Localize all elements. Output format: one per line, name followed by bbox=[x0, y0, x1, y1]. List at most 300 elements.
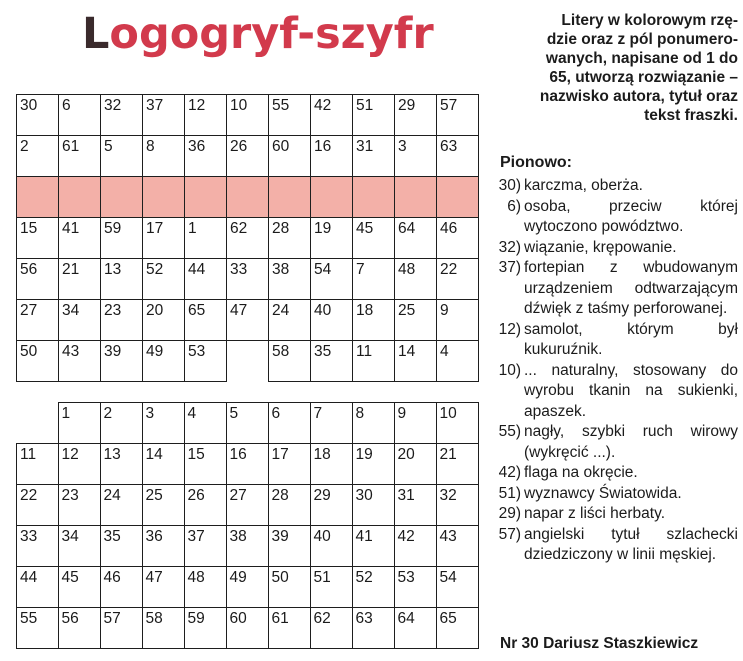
instructions bbox=[484, 11, 738, 125]
clue-number: 37) bbox=[498, 259, 521, 276]
cell-number: 56 bbox=[20, 261, 38, 278]
cell-number: 24 bbox=[272, 302, 290, 319]
cell-number: 44 bbox=[20, 569, 38, 586]
cell-number: 51 bbox=[356, 97, 374, 114]
grid-cell[interactable] bbox=[226, 485, 268, 526]
grid-cell[interactable] bbox=[269, 341, 311, 382]
grid-cell[interactable] bbox=[100, 526, 142, 567]
grid-cell[interactable] bbox=[437, 95, 479, 136]
cell-number: 2 bbox=[103, 405, 113, 422]
grid-cell[interactable] bbox=[185, 95, 227, 136]
cell-number: 45 bbox=[356, 220, 374, 237]
logogryph-grid bbox=[16, 94, 479, 382]
grid-cell[interactable] bbox=[101, 300, 143, 341]
grid-cell[interactable] bbox=[227, 300, 269, 341]
grid-cell[interactable] bbox=[59, 341, 101, 382]
cell-number: 38 bbox=[229, 528, 247, 545]
highlighted-cell[interactable] bbox=[227, 177, 269, 218]
cell-number: 8 bbox=[146, 138, 155, 155]
cell-number: 57 bbox=[440, 97, 458, 114]
grid-cell[interactable] bbox=[310, 608, 352, 649]
cell-number: 41 bbox=[355, 528, 373, 545]
grid-cell[interactable] bbox=[58, 567, 100, 608]
clue-item bbox=[497, 258, 738, 320]
cell-number: 48 bbox=[398, 261, 416, 278]
cell-number: 29 bbox=[313, 487, 331, 504]
grid-cell[interactable] bbox=[143, 259, 185, 300]
grid-cell[interactable] bbox=[395, 136, 437, 177]
grid-cell[interactable] bbox=[226, 403, 268, 444]
grid-cell[interactable] bbox=[227, 136, 269, 177]
clue-item bbox=[497, 525, 738, 566]
grid-cell[interactable] bbox=[185, 218, 227, 259]
puzzle-title bbox=[82, 6, 434, 62]
grid-cell[interactable] bbox=[100, 608, 142, 649]
grid-row bbox=[17, 567, 479, 608]
grid-cell[interactable] bbox=[268, 485, 310, 526]
instruction-line: dzie oraz z pól ponumero- bbox=[546, 31, 738, 48]
clue-text: napar z liści herbaty. bbox=[524, 505, 665, 522]
grid-cell[interactable] bbox=[100, 444, 142, 485]
cell-number: 5 bbox=[229, 405, 239, 422]
highlighted-cell[interactable] bbox=[395, 177, 437, 218]
cell-number: 10 bbox=[230, 97, 248, 114]
cell-number: 17 bbox=[271, 446, 289, 463]
cell-number: 55 bbox=[272, 97, 290, 114]
cell-number: 27 bbox=[20, 302, 38, 319]
cell-number: 47 bbox=[230, 302, 248, 319]
grid-cell[interactable] bbox=[58, 403, 100, 444]
grid-cell[interactable] bbox=[310, 567, 352, 608]
cell-number: 65 bbox=[439, 610, 457, 627]
grid-cell[interactable] bbox=[311, 341, 353, 382]
grid-cell[interactable] bbox=[17, 341, 59, 382]
cell-number: 30 bbox=[355, 487, 373, 504]
clue-item bbox=[497, 422, 738, 463]
grid-cell[interactable] bbox=[142, 444, 184, 485]
cell-number: 4 bbox=[440, 343, 449, 360]
grid-cell[interactable] bbox=[352, 526, 394, 567]
cell-number: 62 bbox=[313, 610, 331, 627]
cell-number: 54 bbox=[314, 261, 332, 278]
grid-cell[interactable] bbox=[17, 259, 59, 300]
cell-number: 52 bbox=[146, 261, 164, 278]
grid-cell[interactable] bbox=[184, 444, 226, 485]
grid-row bbox=[17, 177, 479, 218]
cell-number: 45 bbox=[61, 569, 79, 586]
cell-number: 11 bbox=[356, 343, 373, 360]
grid-cell[interactable] bbox=[142, 485, 184, 526]
cell-number: 53 bbox=[397, 569, 415, 586]
cell-number: 14 bbox=[145, 446, 163, 463]
grid-cell[interactable] bbox=[269, 95, 311, 136]
clue-number: 12) bbox=[498, 320, 521, 338]
cell-number: 62 bbox=[230, 220, 248, 237]
cell-number: 61 bbox=[62, 138, 80, 155]
cell-number: 8 bbox=[355, 405, 365, 422]
cell-number: 28 bbox=[271, 487, 289, 504]
clue-text: fortepian z wbudowanym urządzeniem odtwarzającym dźwięk z taśmy perforowanej. bbox=[524, 259, 738, 317]
grid-row bbox=[17, 95, 479, 136]
grid-row bbox=[17, 444, 479, 485]
clue-text: karczma, oberża. bbox=[524, 177, 643, 194]
cell-number: 6 bbox=[271, 405, 281, 422]
grid-cell[interactable] bbox=[310, 485, 352, 526]
clue-text: osoba, przeciw której wytoczono powództwo. bbox=[524, 197, 738, 235]
cell-number: 64 bbox=[398, 220, 416, 237]
grid-cell[interactable] bbox=[142, 526, 184, 567]
grid-cell[interactable] bbox=[268, 526, 310, 567]
grid-row bbox=[17, 300, 479, 341]
cell-number: 44 bbox=[188, 261, 206, 278]
highlighted-cell[interactable] bbox=[311, 177, 353, 218]
clue-number: 10) bbox=[498, 361, 521, 379]
grid-cell[interactable] bbox=[17, 95, 59, 136]
grid-cell[interactable] bbox=[227, 218, 269, 259]
grid-cell[interactable] bbox=[58, 608, 100, 649]
grid-cell[interactable] bbox=[100, 403, 142, 444]
grid-cell[interactable] bbox=[184, 608, 226, 649]
cell-number: 52 bbox=[355, 569, 373, 586]
grid-cell[interactable] bbox=[394, 444, 436, 485]
highlighted-cell[interactable] bbox=[437, 177, 479, 218]
grid-cell[interactable] bbox=[437, 341, 479, 382]
grid-cell[interactable] bbox=[185, 341, 227, 382]
cell-number: 7 bbox=[313, 405, 323, 422]
grid-cell[interactable] bbox=[58, 444, 100, 485]
cell-number: 34 bbox=[61, 528, 79, 545]
cell-number: 41 bbox=[62, 220, 80, 237]
grid-cell[interactable] bbox=[353, 300, 395, 341]
cell-number: 4 bbox=[187, 405, 197, 422]
cell-number: 25 bbox=[145, 487, 163, 504]
grid-cell[interactable] bbox=[17, 485, 59, 526]
cell-number: 31 bbox=[397, 487, 415, 504]
grid-cell[interactable] bbox=[269, 300, 311, 341]
grid-cell[interactable] bbox=[143, 341, 185, 382]
cell-number: 6 bbox=[62, 97, 71, 114]
clue-number: 51) bbox=[498, 484, 521, 502]
grid-cell[interactable] bbox=[185, 136, 227, 177]
grid-cell[interactable] bbox=[226, 444, 268, 485]
grid-cell[interactable] bbox=[269, 259, 311, 300]
grid-cell[interactable] bbox=[142, 608, 184, 649]
cell-number: 19 bbox=[355, 446, 373, 463]
cell-number: 9 bbox=[440, 302, 449, 319]
grid-row bbox=[17, 608, 479, 649]
grid-cell[interactable] bbox=[268, 567, 310, 608]
grid-cell[interactable] bbox=[101, 341, 143, 382]
grid-cell[interactable] bbox=[269, 136, 311, 177]
grid-cell[interactable] bbox=[268, 444, 310, 485]
grid-cell[interactable] bbox=[59, 136, 101, 177]
grid-cell[interactable] bbox=[436, 444, 478, 485]
cell-number: 31 bbox=[356, 138, 374, 155]
grid-cell[interactable] bbox=[58, 485, 100, 526]
cell-number: 49 bbox=[229, 569, 247, 586]
grid-cell[interactable] bbox=[436, 567, 478, 608]
clue-number: 30) bbox=[498, 177, 521, 194]
grid-cell[interactable] bbox=[184, 526, 226, 567]
grid-cell[interactable] bbox=[353, 341, 395, 382]
cell-number: 13 bbox=[104, 261, 122, 278]
clue-item bbox=[497, 484, 738, 505]
grid-cell[interactable] bbox=[143, 136, 185, 177]
grid-cell[interactable] bbox=[185, 300, 227, 341]
grid-cell[interactable] bbox=[311, 136, 353, 177]
grid-cell[interactable] bbox=[58, 526, 100, 567]
cell-number: 50 bbox=[20, 343, 38, 360]
cell-number: 60 bbox=[272, 138, 290, 155]
cell-number: 48 bbox=[187, 569, 205, 586]
grid-cell[interactable] bbox=[142, 567, 184, 608]
grid-cell[interactable] bbox=[143, 95, 185, 136]
grid-row bbox=[17, 136, 479, 177]
cell-number: 28 bbox=[272, 220, 290, 237]
grid-cell[interactable] bbox=[394, 403, 436, 444]
grid-cell[interactable] bbox=[394, 608, 436, 649]
grid-cell[interactable] bbox=[143, 300, 185, 341]
grid-cell[interactable] bbox=[17, 567, 59, 608]
grid-cell[interactable] bbox=[227, 95, 269, 136]
grid-cell[interactable] bbox=[395, 95, 437, 136]
grid-cell[interactable] bbox=[59, 259, 101, 300]
instruction-line: nazwisko autora, tytuł oraz bbox=[539, 88, 738, 105]
grid-cell[interactable] bbox=[352, 403, 394, 444]
clue-text: flaga na okręcie. bbox=[524, 464, 638, 481]
instruction-line: wanych, napisane od 1 do bbox=[545, 50, 738, 67]
grid-cell[interactable] bbox=[101, 218, 143, 259]
cell-number: 26 bbox=[230, 138, 248, 155]
grid-cell[interactable] bbox=[311, 218, 353, 259]
instruction-line: Litery w kolorowym rzę- bbox=[561, 12, 738, 29]
cell-number: 17 bbox=[146, 220, 164, 237]
grid-row bbox=[17, 218, 479, 259]
cell-number: 49 bbox=[146, 343, 164, 360]
cell-number: 55 bbox=[20, 610, 38, 627]
grid-cell[interactable] bbox=[184, 403, 226, 444]
clue-number: 57) bbox=[498, 525, 521, 543]
empty-space bbox=[17, 403, 59, 444]
grid-cell[interactable] bbox=[184, 567, 226, 608]
cell-number: 20 bbox=[146, 302, 164, 319]
grid-cell[interactable] bbox=[310, 526, 352, 567]
clue-item bbox=[497, 361, 738, 423]
cell-number: 38 bbox=[272, 261, 290, 278]
grid-cell[interactable] bbox=[311, 259, 353, 300]
cell-number: 2 bbox=[20, 138, 29, 155]
grid-cell[interactable] bbox=[17, 608, 59, 649]
cell-number: 60 bbox=[229, 610, 247, 627]
grid-cell[interactable] bbox=[353, 95, 395, 136]
clue-item bbox=[497, 463, 738, 484]
grid-cell[interactable] bbox=[437, 259, 479, 300]
grid-cell[interactable] bbox=[353, 218, 395, 259]
grid-cell[interactable] bbox=[352, 485, 394, 526]
cell-number: 11 bbox=[20, 446, 37, 463]
cell-number: 37 bbox=[146, 97, 164, 114]
grid-cell[interactable] bbox=[17, 444, 59, 485]
highlighted-cell[interactable] bbox=[101, 177, 143, 218]
cell-number: 27 bbox=[229, 487, 247, 504]
instruction-line: tekst fraszki. bbox=[644, 107, 738, 124]
grid-cell[interactable] bbox=[352, 444, 394, 485]
grid-row bbox=[17, 259, 479, 300]
grid-cell[interactable] bbox=[395, 300, 437, 341]
cell-number: 43 bbox=[62, 343, 80, 360]
cell-number: 35 bbox=[103, 528, 121, 545]
cell-number: 50 bbox=[271, 569, 289, 586]
grid-cell[interactable] bbox=[142, 403, 184, 444]
clue-item bbox=[497, 197, 738, 238]
cell-number: 3 bbox=[398, 138, 407, 155]
cell-number: 63 bbox=[440, 138, 458, 155]
cell-number: 24 bbox=[103, 487, 121, 504]
grid-cell[interactable] bbox=[17, 526, 59, 567]
cell-number: 23 bbox=[61, 487, 79, 504]
grid-cell[interactable] bbox=[143, 218, 185, 259]
grid-cell[interactable] bbox=[59, 95, 101, 136]
grid-cell[interactable] bbox=[17, 300, 59, 341]
cell-number: 42 bbox=[397, 528, 415, 545]
grid-row bbox=[17, 526, 479, 567]
grid-cell[interactable] bbox=[101, 95, 143, 136]
grid-cell[interactable] bbox=[227, 259, 269, 300]
highlighted-cell[interactable] bbox=[185, 177, 227, 218]
cell-number: 25 bbox=[398, 302, 416, 319]
grid-cell[interactable] bbox=[436, 608, 478, 649]
cell-number: 16 bbox=[229, 446, 247, 463]
cipher-key-grid bbox=[16, 402, 479, 649]
cell-number: 18 bbox=[313, 446, 331, 463]
cell-number: 42 bbox=[314, 97, 332, 114]
grid-cell[interactable] bbox=[269, 218, 311, 259]
clue-item bbox=[497, 176, 738, 197]
grid-cell[interactable] bbox=[59, 300, 101, 341]
cell-number: 58 bbox=[145, 610, 163, 627]
cell-number: 46 bbox=[440, 220, 458, 237]
grid-cell[interactable] bbox=[17, 136, 59, 177]
grid-cell[interactable] bbox=[100, 567, 142, 608]
grid-cell[interactable] bbox=[100, 485, 142, 526]
grid-cell[interactable] bbox=[352, 567, 394, 608]
clue-number: 55) bbox=[498, 423, 521, 440]
cell-number: 39 bbox=[271, 528, 289, 545]
grid-cell[interactable] bbox=[437, 218, 479, 259]
grid-cell[interactable] bbox=[101, 259, 143, 300]
grid-row bbox=[17, 485, 479, 526]
clue-number: 6) bbox=[507, 197, 521, 215]
cell-number: 37 bbox=[187, 528, 205, 545]
grid-cell[interactable] bbox=[395, 341, 437, 382]
cell-number: 1 bbox=[61, 405, 71, 422]
highlighted-cell[interactable] bbox=[269, 177, 311, 218]
cell-number: 20 bbox=[397, 446, 415, 463]
grid-cell[interactable] bbox=[310, 403, 352, 444]
clue-number: 32) bbox=[498, 238, 521, 256]
clue-text: wiązanie, krępowanie. bbox=[524, 238, 677, 256]
highlighted-cell[interactable] bbox=[353, 177, 395, 218]
cell-number: 64 bbox=[397, 610, 415, 627]
cell-number: 51 bbox=[313, 569, 331, 586]
cell-number: 61 bbox=[271, 610, 289, 627]
grid-cell[interactable] bbox=[395, 218, 437, 259]
grid-cell[interactable] bbox=[185, 259, 227, 300]
grid-cell[interactable] bbox=[310, 444, 352, 485]
grid-cell[interactable] bbox=[353, 259, 395, 300]
clue-text: ... naturalny, stosowany do wyrobu tkanin na sukienki, apaszek. bbox=[524, 361, 738, 420]
cell-number: 30 bbox=[20, 97, 38, 114]
cell-number: 40 bbox=[313, 528, 331, 545]
grid-cell[interactable] bbox=[184, 485, 226, 526]
cell-number: 32 bbox=[104, 97, 122, 114]
grid-cell[interactable] bbox=[437, 300, 479, 341]
grid-cell[interactable] bbox=[394, 526, 436, 567]
cell-number: 36 bbox=[188, 138, 206, 155]
grid-cell[interactable] bbox=[436, 403, 478, 444]
highlighted-cell[interactable] bbox=[143, 177, 185, 218]
grid-cell[interactable] bbox=[394, 567, 436, 608]
grid-cell[interactable] bbox=[311, 95, 353, 136]
grid-cell[interactable] bbox=[268, 608, 310, 649]
clue-text: wyznawcy Światowida. bbox=[524, 484, 682, 502]
grid-cell[interactable] bbox=[352, 608, 394, 649]
grid-cell[interactable] bbox=[353, 136, 395, 177]
grid-cell[interactable] bbox=[226, 526, 268, 567]
cell-number: 21 bbox=[439, 446, 457, 463]
cell-number: 32 bbox=[439, 487, 457, 504]
grid-cell[interactable] bbox=[394, 485, 436, 526]
grid-cell[interactable] bbox=[59, 218, 101, 259]
grid-cell[interactable] bbox=[437, 136, 479, 177]
cell-number: 19 bbox=[314, 220, 332, 237]
cell-number: 21 bbox=[62, 261, 80, 278]
cell-number: 46 bbox=[103, 569, 121, 586]
grid-cell[interactable] bbox=[311, 300, 353, 341]
cell-number: 53 bbox=[188, 343, 206, 360]
grid-cell[interactable] bbox=[226, 567, 268, 608]
cell-number: 33 bbox=[230, 261, 248, 278]
grid-cell[interactable] bbox=[226, 608, 268, 649]
cell-number: 35 bbox=[314, 343, 332, 360]
grid-row bbox=[17, 403, 479, 444]
cell-number: 57 bbox=[103, 610, 121, 627]
highlighted-cell[interactable] bbox=[17, 177, 59, 218]
grid-cell[interactable] bbox=[436, 526, 478, 567]
cell-number: 39 bbox=[104, 343, 122, 360]
cell-number: 1 bbox=[188, 220, 197, 237]
clue-item bbox=[497, 320, 738, 361]
grid-cell[interactable] bbox=[268, 403, 310, 444]
clue-text: samolot, którym był kukuruźnik. bbox=[524, 320, 738, 358]
cell-number: 29 bbox=[398, 97, 416, 114]
cell-number: 40 bbox=[314, 302, 332, 319]
grid-row bbox=[17, 341, 479, 382]
cell-number: 15 bbox=[187, 446, 205, 463]
issue-author: Nr 30 Dariusz Staszkiewicz bbox=[500, 635, 699, 652]
grid-cell[interactable] bbox=[101, 136, 143, 177]
clue-list bbox=[497, 176, 738, 566]
grid-cell[interactable] bbox=[395, 259, 437, 300]
cell-number: 23 bbox=[104, 302, 122, 319]
cell-number: 65 bbox=[188, 302, 206, 319]
cell-number: 7 bbox=[356, 261, 365, 278]
highlighted-cell[interactable] bbox=[59, 177, 101, 218]
clue-number: 42) bbox=[498, 464, 521, 481]
cell-number: 34 bbox=[62, 302, 80, 319]
grid-cell[interactable] bbox=[436, 485, 478, 526]
grid-cell[interactable] bbox=[17, 218, 59, 259]
